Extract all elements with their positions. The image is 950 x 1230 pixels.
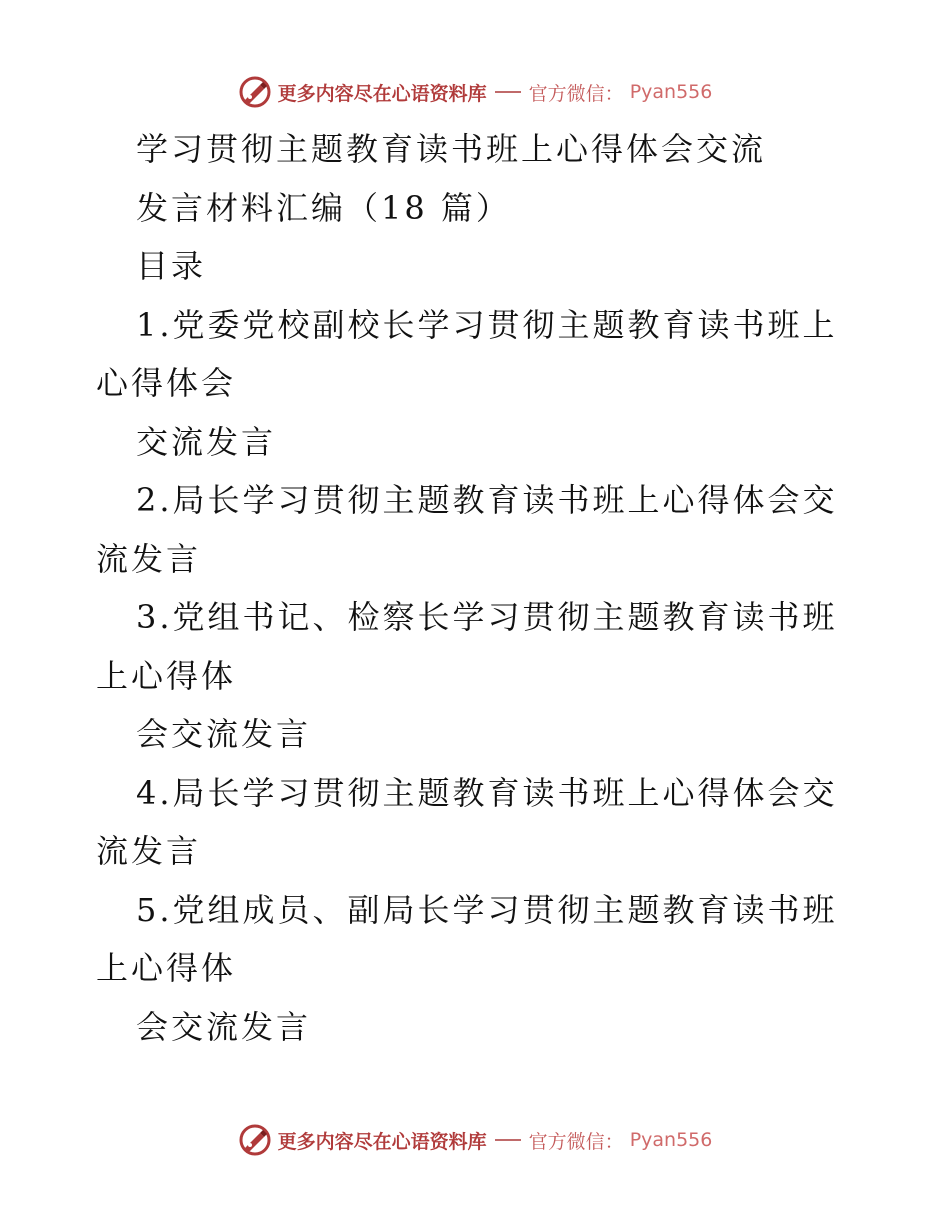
toc-item-1: 1.党委党校副校长学习贯彻主题教育读书班上心得体会	[96, 305, 838, 402]
toc-item-3-continuation: 会交流发言	[136, 715, 312, 753]
toc-item-2: 2.局长学习贯彻主题教育读书班上心得体会交流发言	[96, 481, 838, 578]
document-body	[96, 120, 856, 1056]
header-banner	[0, 72, 950, 112]
doc-title-line-2: 发言材料汇编（18 篇）	[136, 188, 511, 227]
pen-logo-icon	[238, 1123, 272, 1157]
toc-item-5: 5.党组成员、副局长学习贯彻主题教育读书班上心得体	[96, 890, 838, 987]
banner-dash	[495, 1139, 521, 1141]
pen-logo-icon	[238, 75, 272, 109]
banner-wechat-id: Pyan556	[629, 81, 713, 103]
toc-item-3: 3.党组书记、检察长学习贯彻主题教育读书班上心得体	[96, 598, 838, 695]
toc-heading: 目录	[136, 247, 207, 285]
banner-text: 更多内容尽在心语资料库	[277, 82, 487, 105]
toc-item-1-continuation: 交流发言	[136, 422, 277, 461]
banner-text: 更多内容尽在心语资料库	[277, 1130, 487, 1153]
banner-wechat-label: 官方微信：	[528, 1130, 624, 1153]
banner-wechat-id: Pyan556	[629, 1129, 713, 1151]
banner-wechat-label: 官方微信：	[528, 82, 624, 105]
toc-item-4: 4.局长学习贯彻主题教育读书班上心得体会交流发言	[96, 773, 838, 870]
doc-title-line-1: 学习贯彻主题教育读书班上心得体会交流	[136, 130, 767, 168]
footer-banner	[0, 1120, 950, 1160]
banner-dash	[495, 91, 521, 93]
toc-item-5-continuation: 会交流发言	[136, 1007, 312, 1046]
